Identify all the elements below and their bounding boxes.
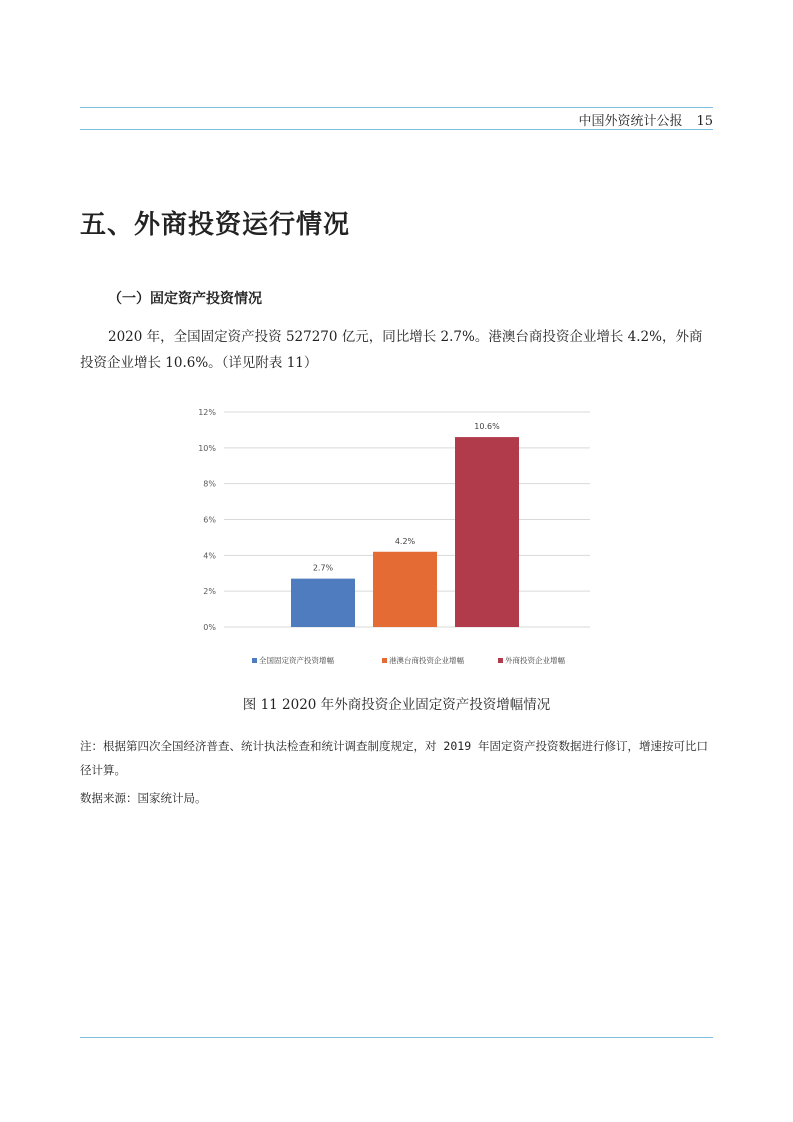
bar (455, 437, 519, 627)
footer-rule (80, 1037, 713, 1038)
legend-swatch (382, 658, 387, 663)
body-paragraph: 2020 年，全国固定资产投资 527270 亿元，同比增长 2.7%。港澳台商投资企业增长 4.2%，外商投资企业增长 10.6%。（详见附表 11） (80, 329, 703, 371)
bar (291, 579, 355, 627)
data-label: 10.6% (474, 422, 500, 432)
legend-swatch (252, 658, 257, 663)
bar (373, 552, 437, 627)
y-tick-label: 4% (203, 551, 216, 561)
legend-label: 外商投资企业增幅 (505, 656, 565, 665)
y-tick-labels (198, 408, 216, 632)
header-title: 中国外资统计公报 (578, 114, 683, 129)
subsection-title: （一）固定资产投资情况 (108, 291, 262, 307)
legend-item (252, 655, 334, 665)
bar-chart (180, 400, 610, 680)
legend-swatch (498, 658, 503, 663)
header-rule-bottom (80, 129, 713, 130)
legend-label: 全国固定资产投资增幅 (259, 656, 334, 665)
note-text: 注：根据第四次全国经济普查、统计执法检查和统计调查制度规定，对 2019 年固定资产投资数据进行修订，增速按可比口径计算。 (80, 739, 709, 777)
section-title: 五、外商投资运行情况 (80, 210, 351, 240)
legend (252, 655, 565, 665)
data-label: 2.7% (312, 563, 334, 573)
header-rule-top (80, 107, 713, 108)
legend-item (382, 655, 464, 665)
y-tick-label: 8% (203, 479, 216, 489)
y-tick-label: 12% (198, 408, 216, 417)
legend-item (498, 655, 565, 665)
page-number: 15 (696, 114, 713, 129)
y-tick-label: 10% (198, 443, 216, 453)
running-header (578, 110, 713, 129)
y-tick-label: 2% (203, 587, 216, 597)
y-tick-label: 0% (203, 623, 216, 632)
data-source: 数据来源：国家统计局。 (80, 791, 207, 805)
bars (291, 437, 519, 627)
figure-caption: 图 11 2020 年外商投资企业固定资产投资增幅情况 (242, 697, 551, 713)
legend-label: 港澳台商投资企业增幅 (389, 656, 464, 665)
data-label: 4.2% (394, 536, 416, 546)
y-tick-label: 6% (203, 515, 216, 525)
